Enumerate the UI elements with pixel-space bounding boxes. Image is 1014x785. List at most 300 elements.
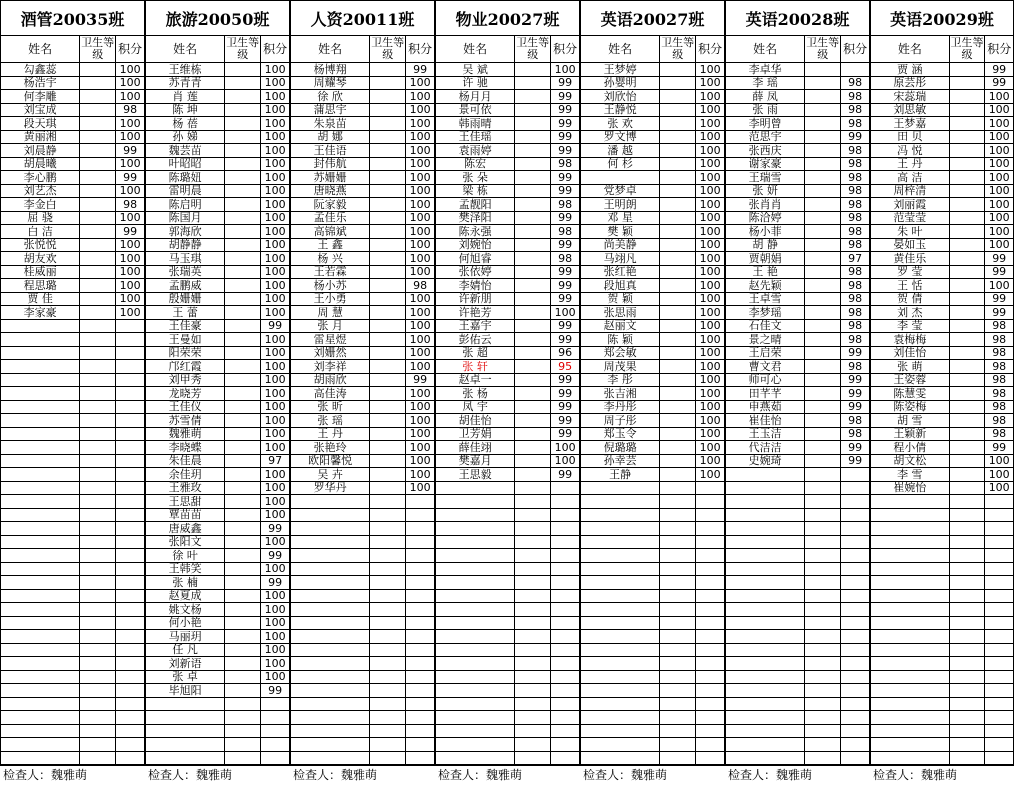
hygiene-grade [805, 643, 841, 657]
hygiene-grade [80, 90, 116, 104]
table-row [1, 508, 145, 522]
hygiene-grade [660, 576, 696, 590]
hygiene-grade [805, 657, 841, 671]
student-name [291, 535, 370, 549]
hygiene-grade [949, 481, 985, 495]
student-name [291, 697, 370, 711]
hygiene-grade [80, 589, 116, 603]
student-name: 李卓华 [726, 63, 805, 77]
hygiene-grade [805, 279, 841, 293]
hygiene-grade [225, 90, 261, 104]
hygiene-grade [660, 454, 696, 468]
hygiene-grade [225, 481, 261, 495]
student-name: 王梦嘉 [871, 117, 950, 131]
student-name [436, 616, 515, 630]
hygiene-grade [949, 171, 985, 185]
hygiene-grade [225, 157, 261, 171]
table-row [581, 346, 725, 360]
score-value [116, 535, 145, 549]
hygiene-grade [225, 468, 261, 482]
student-name: 封伟航 [291, 157, 370, 171]
hygiene-grade [805, 535, 841, 549]
hygiene-grade [225, 670, 261, 684]
student-name: 景之晴 [726, 333, 805, 347]
hygiene-grade [949, 225, 985, 239]
table-row [726, 130, 870, 144]
table-row [1, 535, 145, 549]
score-value [696, 751, 725, 765]
table-row [146, 616, 290, 630]
table-row [1, 387, 145, 401]
score-value [985, 549, 1014, 563]
score-value: 100 [261, 198, 290, 212]
student-name [871, 576, 950, 590]
hygiene-grade [660, 522, 696, 536]
table-row [436, 279, 580, 293]
table-row [726, 387, 870, 401]
student-name [1, 549, 80, 563]
student-name: 刘佳怡 [871, 346, 950, 360]
hygiene-grade [515, 468, 551, 482]
score-value: 100 [406, 346, 435, 360]
score-value [261, 697, 290, 711]
student-name: 王 丹 [291, 427, 370, 441]
table-row [436, 630, 580, 644]
student-name [436, 576, 515, 590]
hygiene-grade [80, 427, 116, 441]
hygiene-grade [660, 468, 696, 482]
hygiene-grade [949, 576, 985, 590]
hygiene-grade [660, 562, 696, 576]
table-row [871, 549, 1014, 563]
score-value [696, 522, 725, 536]
student-name [1, 576, 80, 590]
hygiene-grade [515, 144, 551, 158]
score-value [406, 522, 435, 536]
hygiene-grade [225, 589, 261, 603]
table-row [146, 387, 290, 401]
table-row [871, 211, 1014, 225]
score-value [116, 562, 145, 576]
score-value [696, 670, 725, 684]
table-row [1, 225, 145, 239]
hygiene-grade [225, 508, 261, 522]
student-name [726, 562, 805, 576]
table-row [871, 657, 1014, 671]
hygiene-grade [660, 616, 696, 630]
table-row [871, 130, 1014, 144]
score-value: 100 [116, 211, 145, 225]
score-value: 99 [261, 549, 290, 563]
hygiene-grade [660, 211, 696, 225]
student-name: 王卓雪 [726, 292, 805, 306]
class-block [870, 0, 1014, 782]
table-row [581, 211, 725, 225]
student-name: 许 驰 [436, 76, 515, 90]
student-name [1, 468, 80, 482]
hygiene-grade [805, 684, 841, 698]
score-value [985, 522, 1014, 536]
table-row [581, 76, 725, 90]
hygiene-grade [80, 535, 116, 549]
student-name [291, 630, 370, 644]
score-value: 98 [841, 157, 870, 171]
student-name: 彭佑云 [436, 333, 515, 347]
score-value [551, 657, 580, 671]
hygiene-grade [660, 657, 696, 671]
student-name: 周茂果 [581, 360, 660, 374]
table-row [581, 562, 725, 576]
table-row [1, 252, 145, 266]
score-value [841, 562, 870, 576]
hygiene-grade [660, 252, 696, 266]
table-row [436, 157, 580, 171]
student-name: 王 鑫 [291, 238, 370, 252]
score-value [551, 576, 580, 590]
student-name: 尚美静 [581, 238, 660, 252]
hygiene-grade [80, 292, 116, 306]
student-name: 袁雨婷 [436, 144, 515, 158]
score-value: 100 [696, 265, 725, 279]
hygiene-grade [660, 90, 696, 104]
score-value: 100 [406, 76, 435, 90]
score-value: 98 [841, 279, 870, 293]
table-row [146, 292, 290, 306]
score-value: 99 [551, 333, 580, 347]
hygiene-grade [660, 387, 696, 401]
hygiene-grade [805, 333, 841, 347]
hygiene-grade [225, 279, 261, 293]
hygiene-grade [660, 414, 696, 428]
hygiene-grade [515, 616, 551, 630]
score-value: 100 [406, 319, 435, 333]
score-value [261, 738, 290, 752]
table-row [436, 414, 580, 428]
header-hygiene: 卫生等级 [226, 36, 260, 61]
student-name [436, 589, 515, 603]
student-name: 李梦瑶 [726, 306, 805, 320]
table-row [436, 562, 580, 576]
hygiene-grade [515, 333, 551, 347]
student-name: 胡晨曦 [1, 157, 80, 171]
table-row [871, 603, 1014, 617]
table-row [146, 657, 290, 671]
table-row [726, 468, 870, 482]
student-name: 陈永强 [436, 225, 515, 239]
student-name [436, 603, 515, 617]
hygiene-grade [225, 576, 261, 590]
table-row [581, 711, 725, 725]
student-name: 何李雕 [1, 90, 80, 104]
student-name: 陈慧雯 [871, 387, 950, 401]
table-row [436, 535, 580, 549]
score-value: 100 [116, 306, 145, 320]
table-row [726, 184, 870, 198]
student-name [436, 549, 515, 563]
hygiene-grade [515, 738, 551, 752]
table-row [1, 306, 145, 320]
hygiene-grade [805, 711, 841, 725]
hygiene-grade [80, 198, 116, 212]
hygiene-grade [805, 589, 841, 603]
student-name [871, 630, 950, 644]
score-value [406, 697, 435, 711]
hygiene-grade [370, 144, 406, 158]
score-value [985, 589, 1014, 603]
score-value: 99 [551, 76, 580, 90]
table-row [436, 238, 580, 252]
student-name: 苏姗姗 [291, 171, 370, 185]
hygiene-grade [370, 508, 406, 522]
header-hygiene: 卫生等级 [661, 36, 695, 61]
table-row [726, 157, 870, 171]
student-name [1, 751, 80, 765]
score-value: 100 [261, 670, 290, 684]
student-name [146, 711, 225, 725]
hygiene-grade [370, 103, 406, 117]
student-name [581, 657, 660, 671]
table-row [871, 562, 1014, 576]
score-value: 98 [841, 90, 870, 104]
student-name [436, 630, 515, 644]
student-name [871, 738, 950, 752]
hygiene-grade [660, 738, 696, 752]
hygiene-grade [515, 387, 551, 401]
score-value: 100 [116, 90, 145, 104]
score-value [116, 427, 145, 441]
student-name: 王 恬 [871, 279, 950, 293]
table-row [436, 481, 580, 495]
student-name [871, 697, 950, 711]
table-row [146, 670, 290, 684]
student-name: 崔佳怡 [726, 414, 805, 428]
hygiene-grade [949, 468, 985, 482]
student-name [581, 630, 660, 644]
hygiene-grade [515, 576, 551, 590]
score-value: 100 [406, 117, 435, 131]
table-row [291, 103, 435, 117]
score-value: 99 [841, 441, 870, 455]
student-name [291, 643, 370, 657]
table-row [581, 144, 725, 158]
table-row [726, 103, 870, 117]
student-name [581, 603, 660, 617]
score-value [406, 670, 435, 684]
hygiene-grade [80, 306, 116, 320]
hygiene-grade [949, 630, 985, 644]
score-value: 100 [261, 117, 290, 131]
score-value [551, 508, 580, 522]
hygiene-grade [805, 184, 841, 198]
table-row [291, 346, 435, 360]
table-row [871, 387, 1014, 401]
score-value: 98 [841, 225, 870, 239]
student-name: 段旭真 [581, 279, 660, 293]
table-row [726, 603, 870, 617]
score-value: 99 [261, 684, 290, 698]
hygiene-grade [370, 643, 406, 657]
student-name [436, 522, 515, 536]
score-value [116, 670, 145, 684]
score-value: 98 [841, 333, 870, 347]
score-value: 100 [696, 252, 725, 266]
hygiene-grade [80, 76, 116, 90]
score-value: 98 [985, 373, 1014, 387]
table-row [146, 576, 290, 590]
table-row [726, 522, 870, 536]
table-row [581, 130, 725, 144]
hygiene-grade [515, 522, 551, 536]
table-row [1, 76, 145, 90]
score-value: 100 [406, 306, 435, 320]
score-value: 100 [116, 279, 145, 293]
table-row [871, 306, 1014, 320]
student-name: 罗文博 [581, 130, 660, 144]
student-name: 马玉琪 [146, 252, 225, 266]
hygiene-grade [949, 333, 985, 347]
table-row [1, 373, 145, 387]
table-row [291, 238, 435, 252]
student-name: 张肖肖 [726, 198, 805, 212]
hygiene-grade [515, 103, 551, 117]
score-value: 100 [261, 238, 290, 252]
hygiene-grade [370, 279, 406, 293]
hygiene-grade [660, 198, 696, 212]
hygiene-grade [949, 211, 985, 225]
score-value: 100 [406, 144, 435, 158]
table-row [146, 441, 290, 455]
score-value: 100 [406, 427, 435, 441]
score-value: 100 [696, 360, 725, 374]
student-name [1, 724, 80, 738]
score-value: 99 [551, 90, 580, 104]
score-value: 100 [406, 252, 435, 266]
hygiene-grade [949, 63, 985, 77]
student-name [1, 454, 80, 468]
student-name: 王思毅 [436, 468, 515, 482]
student-name [871, 603, 950, 617]
table-row [1, 117, 145, 131]
score-value [406, 630, 435, 644]
table-row [436, 63, 580, 77]
student-name: 张艳玲 [291, 441, 370, 455]
student-name: 张 欢 [581, 117, 660, 131]
hygiene-grade [949, 373, 985, 387]
table-row [1, 292, 145, 306]
score-value: 100 [261, 373, 290, 387]
student-name [871, 549, 950, 563]
class-title: 酒管20035班 [1, 1, 145, 36]
score-value [551, 711, 580, 725]
table-row [581, 252, 725, 266]
student-name [291, 670, 370, 684]
table-row [291, 630, 435, 644]
hygiene-grade [80, 468, 116, 482]
table-row [581, 549, 725, 563]
score-value: 98 [551, 157, 580, 171]
score-value: 100 [696, 373, 725, 387]
table-row [871, 76, 1014, 90]
hygiene-grade [370, 306, 406, 320]
hygiene-grade [805, 576, 841, 590]
student-name [436, 643, 515, 657]
student-name: 王 蕾 [146, 306, 225, 320]
score-value [116, 697, 145, 711]
hygiene-grade [370, 738, 406, 752]
hygiene-grade [370, 225, 406, 239]
table-row [1, 441, 145, 455]
table-row [146, 400, 290, 414]
hygiene-grade [515, 427, 551, 441]
hygiene-grade [370, 697, 406, 711]
score-value: 100 [261, 481, 290, 495]
hygiene-grade [80, 103, 116, 117]
score-value: 100 [696, 292, 725, 306]
hygiene-grade [370, 90, 406, 104]
score-value: 100 [261, 306, 290, 320]
table-row [726, 562, 870, 576]
hygiene-grade [949, 414, 985, 428]
table-row [436, 522, 580, 536]
table-row [146, 630, 290, 644]
hygiene-grade [80, 562, 116, 576]
score-value: 99 [551, 117, 580, 131]
hygiene-grade [225, 387, 261, 401]
student-name: 孙幸芸 [581, 454, 660, 468]
student-name [291, 603, 370, 617]
score-value [116, 522, 145, 536]
table-row [581, 670, 725, 684]
hygiene-grade [80, 724, 116, 738]
table-row [436, 670, 580, 684]
score-value: 100 [696, 441, 725, 455]
student-name [726, 670, 805, 684]
hygiene-grade [805, 603, 841, 617]
table-row [581, 414, 725, 428]
student-name: 吴 卉 [291, 468, 370, 482]
student-name: 苏青青 [146, 76, 225, 90]
score-value: 100 [696, 198, 725, 212]
hygiene-grade [225, 711, 261, 725]
table-row [581, 117, 725, 131]
hygiene-grade [370, 373, 406, 387]
student-name [1, 630, 80, 644]
student-name [1, 400, 80, 414]
score-value: 98 [841, 360, 870, 374]
score-value [841, 738, 870, 752]
student-name [1, 643, 80, 657]
table-row [871, 225, 1014, 239]
table-row [146, 684, 290, 698]
score-value [116, 643, 145, 657]
hygiene-grade [805, 562, 841, 576]
score-value [551, 562, 580, 576]
score-value: 100 [696, 387, 725, 401]
header-score: 积分 [116, 36, 145, 63]
table-row [726, 751, 870, 765]
hygiene-grade [805, 346, 841, 360]
score-value [406, 751, 435, 765]
table-row [871, 751, 1014, 765]
score-value: 98 [985, 333, 1014, 347]
student-name: 党梦卓 [581, 184, 660, 198]
student-name [581, 562, 660, 576]
student-name [581, 171, 660, 185]
class-table [145, 0, 290, 765]
table-row [581, 630, 725, 644]
hygiene-grade [225, 265, 261, 279]
score-value [116, 576, 145, 590]
